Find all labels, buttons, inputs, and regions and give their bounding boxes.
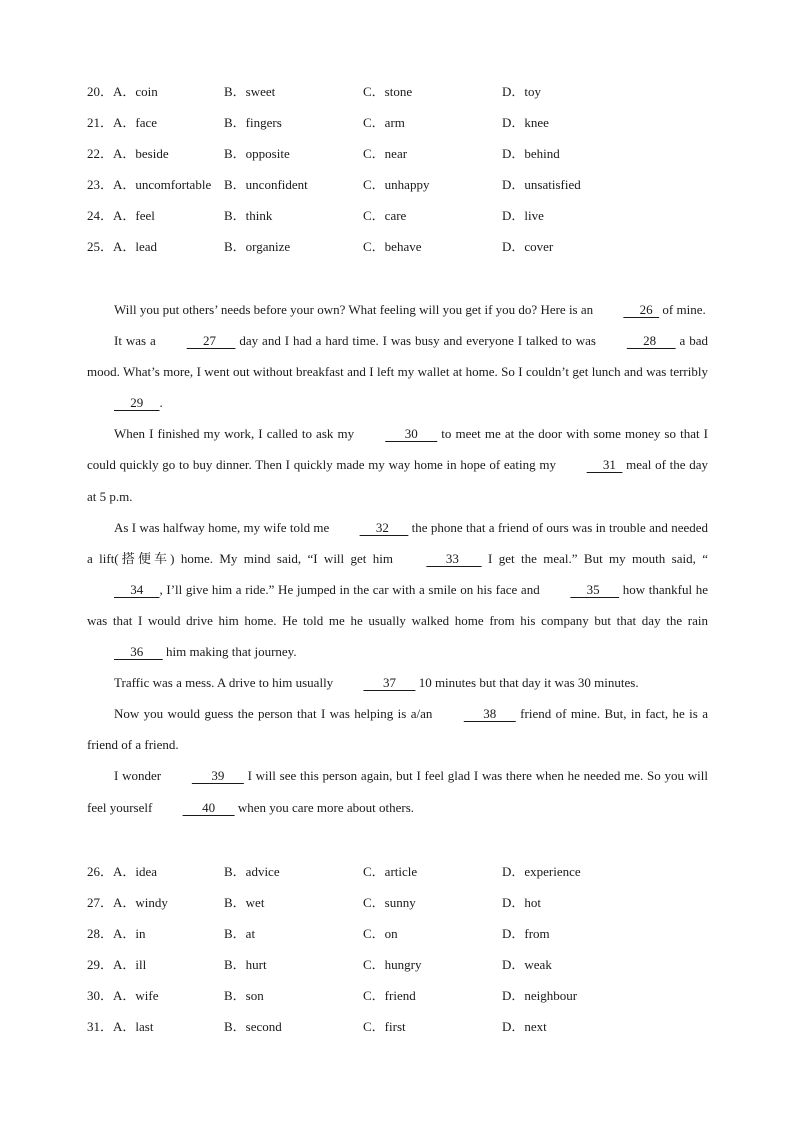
passage-text: Traffic was a mess. A drive to him usually [114,675,337,691]
option-b: B．son [224,988,264,1004]
passage-text: . [159,395,163,411]
passage-paragraph [87,418,708,511]
option-a: A．face [113,115,158,131]
question-number: 28． [87,926,114,942]
passage-text: I will see this person again, but I feel glad I was there when he needed me. So you will feel yourself [87,768,708,815]
option-c: C．hungry [363,957,422,973]
passage-text: day and I had a hard time. I was busy and everyone I talked to was [235,333,600,349]
option-c: C．stone [363,84,413,99]
option-c: C．on [363,926,398,942]
option-d: D．weak [502,957,552,973]
passage-text: friend of mine. But, in fact, he is a friend of a friend. [87,706,709,753]
option-b: B．hurt [224,957,267,973]
option-d: D．knee [502,115,549,131]
question-number: 24． [87,208,114,224]
option-b: B．unconfident [224,177,308,193]
question-row [87,169,727,200]
passage-paragraph [87,294,708,325]
question-row [87,231,727,262]
blank-37: 37 [363,675,416,691]
question-row [87,949,727,980]
question-number: 27． [87,895,114,911]
blank-36: 36 [114,644,163,660]
option-c: C．care [363,208,407,224]
passage-text: I wonder [114,768,165,784]
blank-27: 27 [186,333,236,349]
option-a: A．beside [113,146,169,162]
option-b: B．at [224,926,256,942]
option-c: C．behave [363,239,422,255]
passage-text: It was a [114,333,160,349]
option-a: A．coin [113,84,158,99]
passage-text: Will you put others’ needs before your own? What feeling will you get if you do? Here is an [114,302,597,317]
blank-30: 30 [385,426,438,442]
passage-text: Now you would guess the person that I was helping is a/an [114,706,437,722]
passage-text: meal of the day at 5 p.m. [87,457,708,504]
blank-29: 29 [114,395,160,411]
options-20-25 [87,76,727,263]
blank-28: 28 [626,333,676,349]
option-d: D．live [502,208,544,224]
option-d: D．neighbour [502,988,578,1004]
passage-text: I get the meal.” But my mouth said, “ [481,550,708,566]
cloze-passage [87,294,708,823]
blank-40: 40 [182,799,235,815]
option-a: A．wife [113,988,159,1004]
passage-text: 10 minutes but that day it was 30 minutes. [415,675,639,691]
blank-26: 26 [623,302,660,317]
option-d: D．from [502,926,550,942]
option-a: A．uncomfortable [113,177,212,193]
option-d: D．behind [502,146,560,162]
question-row [87,76,727,107]
options-26-31 [87,856,727,1043]
blank-38: 38 [463,706,516,722]
question-number: 25． [87,239,114,255]
question-number: 26． [87,864,114,879]
option-b: B．second [224,1019,282,1035]
passage-text: of mine. [659,302,706,317]
question-row [87,138,727,169]
option-a: A．lead [113,239,158,255]
option-d: D．cover [502,239,554,255]
blank-33: 33 [426,550,482,566]
blank-35: 35 [570,581,620,597]
option-d: D．hot [502,895,542,911]
option-a: A．in [113,926,146,942]
question-row [87,918,727,949]
passage-paragraph [87,512,708,667]
blank-34: 34 [114,581,160,597]
option-c: C．friend [363,988,416,1004]
question-number: 31． [87,1019,114,1035]
question-row [87,980,727,1011]
passage-text: a bad mood. What’s more, I went out without breakfast and I left my wallet at home. So I couldn’t get lunch and was terribly [87,333,708,380]
question-number: 20． [87,84,114,99]
option-b: B．opposite [224,146,290,162]
question-row [87,887,727,918]
question-number: 30． [87,988,114,1004]
question-row [87,107,727,138]
option-a: A．windy [113,895,168,911]
option-c: C．arm [363,115,405,131]
option-c: C．first [363,1019,406,1035]
question-number: 22． [87,146,114,162]
passage-paragraph [87,667,708,698]
passage-text: to meet me at the door with some money so that I could quickly go to buy dinner. Then I quickly made my way home in hope of eating my [87,426,709,473]
option-d: D．toy [502,84,542,99]
passage-text: When I finished my work, I called to ask my [114,426,359,442]
option-a: A．ill [113,957,147,973]
passage-text: As I was halfway home, my wife told me [114,519,333,535]
passage-paragraph [87,325,708,418]
option-c: C．sunny [363,895,416,911]
blank-39: 39 [191,768,244,784]
question-row [87,856,727,887]
option-b: B．wet [224,895,265,911]
passage-text: , I’ll give him a ride.” He jumped in the car with a smile on his face and [159,581,544,597]
option-d: D．experience [502,864,581,879]
option-a: A．feel [113,208,155,224]
question-row [87,200,727,231]
passage-paragraph [87,698,708,760]
blank-32: 32 [359,519,409,535]
option-d: D．unsatisfied [502,177,581,193]
option-a: A．last [113,1019,154,1035]
option-b: B．advice [224,864,280,879]
option-d: D．next [502,1019,547,1035]
question-number: 23． [87,177,114,193]
question-number: 21． [87,115,114,131]
passage-text: the phone that a friend of ours was in trouble and needed a lift(搭便车) home. My mind said, “I will get him [87,519,709,566]
blank-31: 31 [586,457,623,473]
option-a: A．idea [113,864,158,879]
passage-text: him making that journey. [162,644,297,660]
option-b: B．think [224,208,273,224]
passage-paragraph [87,760,708,822]
option-c: C．near [363,146,408,162]
passage-text: how thankful he was that I would drive him home. He told me he usually walked home from his company but that day the rain [87,581,708,628]
passage-text: when you care more about others. [234,799,415,815]
option-c: C．unhappy [363,177,430,193]
option-c: C．article [363,864,418,879]
option-b: B．organize [224,239,291,255]
question-number: 29． [87,957,114,973]
question-row [87,1011,727,1042]
option-b: B．sweet [224,84,276,99]
option-b: B．fingers [224,115,282,131]
